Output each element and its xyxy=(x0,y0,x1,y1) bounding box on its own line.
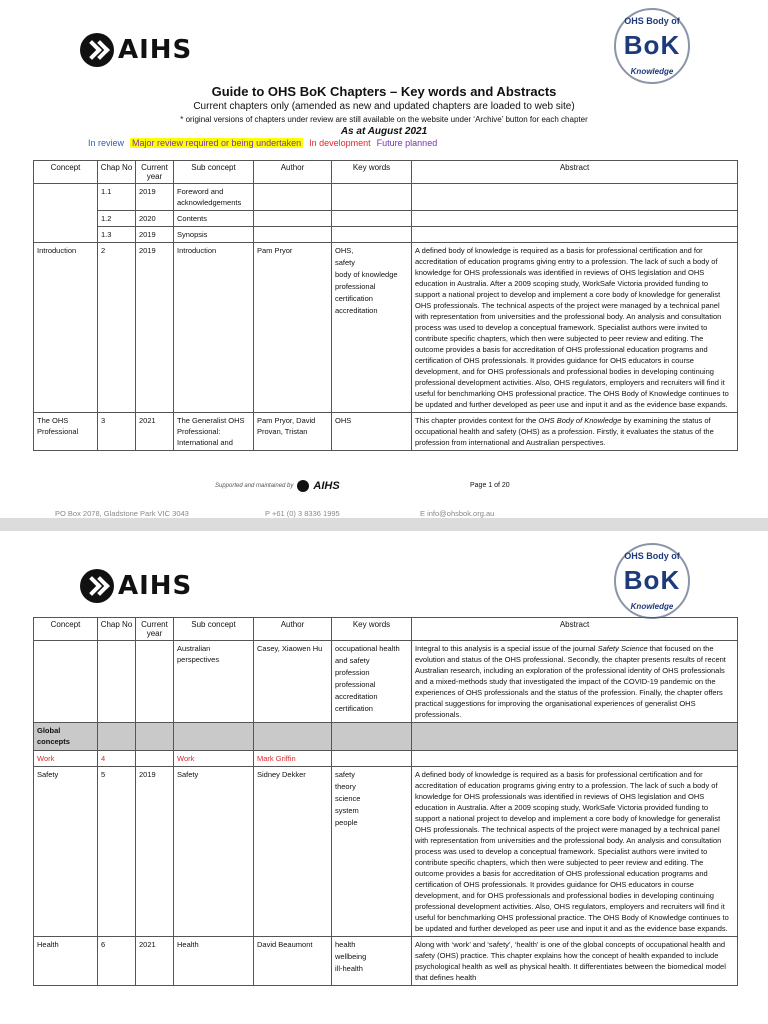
cell-chap: 3 xyxy=(98,413,136,451)
bok-logo-mid: BoK xyxy=(623,565,681,595)
chevron-logo-icon xyxy=(80,569,114,603)
keyword: system xyxy=(335,806,359,815)
cell-author: Pam Pryor xyxy=(254,243,332,413)
cell-chap: 1.3 xyxy=(98,227,136,243)
cell-abstract: Along with ‘work’ and ‘safety’, ‘health’ is one of the global concepts of occupational health and safety (OHS) practice. This chapter explains how the concept of health expanded to include psychological health as well as physical health. It differentiates between the biomedical model that defines health xyxy=(412,937,738,986)
cell-concept: The OHS Professional xyxy=(34,413,98,451)
cell-year: 2020 xyxy=(136,211,174,227)
keyword: professional certification xyxy=(335,282,376,303)
cell-year: 2019 xyxy=(136,767,174,937)
chapters-table-page-2 xyxy=(33,617,738,986)
keyword: OHS, xyxy=(335,246,354,255)
legend-in-review: In review xyxy=(88,138,125,148)
cell-concept xyxy=(34,184,98,243)
document-note: * original versions of chapters under review are still available on the website under ‘Archive’ button for each chapter xyxy=(180,115,588,124)
cell-chap: 5 xyxy=(98,767,136,937)
cell-keywords xyxy=(332,751,412,767)
cell-sub-concept xyxy=(174,723,254,751)
cell-abstract: A defined body of knowledge is required as a basis for professional certification and for accreditation of education programs giving entry to a profession. The lack of such a body of knowledge for OHS professionals was identified in reviews of OHS legislation and OHS education in Australia. After a 2009 scoping study, WorkSafe Victoria provided funding to support a national project to develop and implement a core body of knowledge for generalist OHS professionals. The technical aspects of the project were managed by a technical panel with representation from universities and the professional body. An analysis and consultation process was used to develop a conceptual framework. Specialist authors were invited to contribute specific chapters, which then were subjected to peer review and editing. The outcome provides a basis for accreditation of OHS professional education programs and certification of OHS professionals. It provides guidance for OHS educators in course development, and for OHS professionals and professional bodies in developing continuing professional development activities. Also, OHS regulators, employers and recruiters will find it useful for benchmarking OHS professional practice. The OHS Body of Knowledge continues to be updated and further developed as peer use and input it and as the evidence base expands. xyxy=(412,767,738,937)
cell-sub-concept: Contents xyxy=(174,211,254,227)
col-header-abstract: Abstract xyxy=(412,161,738,184)
keyword: professional xyxy=(335,680,376,689)
keyword: certification xyxy=(335,704,373,713)
chapters-table-page-1 xyxy=(33,160,738,451)
table-header-row xyxy=(34,618,738,641)
cell-sub-concept: Foreword and acknowledgements xyxy=(174,184,254,211)
footer-phone: P +61 (0) 3 8336 1995 xyxy=(265,509,340,518)
col-header-year: Current year xyxy=(136,161,174,184)
cell-sub-concept: Work xyxy=(174,751,254,767)
col-header-keywords: Key words xyxy=(332,618,412,641)
aihs-logo xyxy=(80,33,192,67)
table-row xyxy=(34,767,738,937)
cell-author: David Beaumont xyxy=(254,937,332,986)
cell-abstract xyxy=(412,723,738,751)
cell-year: 2019 xyxy=(136,243,174,413)
keyword: safety xyxy=(335,770,356,779)
aihs-logo xyxy=(80,569,192,603)
bok-logo xyxy=(614,8,690,84)
cell-abstract xyxy=(412,751,738,767)
keyword: accreditation xyxy=(335,306,378,315)
chevron-logo-icon xyxy=(297,480,309,492)
legend-future-planned: Future planned xyxy=(376,138,438,148)
aihs-logo-text: AIHS xyxy=(118,571,193,601)
keyword: profession xyxy=(335,668,370,677)
aihs-mini-logo: AIHS xyxy=(313,480,340,492)
aihs-logo-text: AIHS xyxy=(118,35,193,65)
bok-logo-top: OHS Body of xyxy=(624,551,680,561)
document-subtitle: Current chapters only (amended as new and updated chapters are loaded to web site) xyxy=(193,101,575,112)
cell-abstract: A defined body of knowledge is required as a basis for professional certification and for accreditation of education programs giving entry to a profession. The lack of such a body of knowledge for OHS professionals was identified in reviews of OHS legislation and OHS education in Australia. After a 2009 scoping study, WorkSafe Victoria provided funding to support a national project to develop and implement a core body of knowledge for generalist OHS professionals. The technical aspects of the project were managed by a technical panel with representation from universities and the professional body. An analysis and consultation process was used to develop a conceptual framework. Specialist authors were invited to contribute specific chapters, which then were subjected to peer review and editing. The outcome provides a basis for accreditation of OHS professional education programs and certification of OHS professionals. It provides guidance for OHS educators in course development, and for OHS professionals and professional bodies in developing continuing professional development activities. Also, OHS regulators, employers and recruiters will find it useful for benchmarking OHS professional practice. The OHS Body of Knowledge continues to be updated and further developed as peer use and input it and as the evidence base expands. xyxy=(412,243,738,413)
cell-keywords xyxy=(332,641,412,723)
bok-logo-mid: BoK xyxy=(623,30,681,60)
document-page-2 xyxy=(0,531,768,1024)
cell-keywords xyxy=(332,211,412,227)
cell-year: 2019 xyxy=(136,227,174,243)
bok-logo xyxy=(614,543,690,619)
footer-email[interactable]: E info@ohsbok.org.au xyxy=(420,509,495,518)
cell-author: Mark Griffin xyxy=(254,751,332,767)
cell-keywords xyxy=(332,723,412,751)
cell-concept xyxy=(34,641,98,723)
table-row xyxy=(34,751,738,767)
keyword: ill-health xyxy=(335,964,363,973)
col-header-chap: Chap No xyxy=(98,618,136,641)
cell-chap: 6 xyxy=(98,937,136,986)
cell-author: Casey, Xiaowen Hu xyxy=(254,641,332,723)
cell-keywords xyxy=(332,184,412,211)
cell-chap xyxy=(98,641,136,723)
abstract-italic: OHS Body of Knowledge xyxy=(538,416,622,425)
bok-logo-bottom: Knowledge xyxy=(630,602,674,611)
supported-by-text: Supported and maintained by xyxy=(215,483,294,489)
cell-author: Sidney Dekker xyxy=(254,767,332,937)
cell-chap: 4 xyxy=(98,751,136,767)
footer-address: PO Box 2078, Gladstone Park VIC 3043 xyxy=(55,509,189,518)
supported-by xyxy=(215,480,340,492)
cell-year xyxy=(136,641,174,723)
cell-sub-concept: The Generalist OHS Professional: International and xyxy=(174,413,254,451)
keyword: health xyxy=(335,940,356,949)
cell-year: 2021 xyxy=(136,937,174,986)
cell-concept: Health xyxy=(34,937,98,986)
cell-sub-concept: Introduction xyxy=(174,243,254,413)
cell-chap: 1.1 xyxy=(98,184,136,211)
table-row-section xyxy=(34,723,738,751)
table-row xyxy=(34,413,738,451)
cell-concept: Work xyxy=(34,751,98,767)
table-row xyxy=(34,937,738,986)
table-row xyxy=(34,227,738,243)
cell-year: 2021 xyxy=(136,413,174,451)
col-header-concept: Concept xyxy=(34,618,98,641)
keyword: OHS xyxy=(335,416,352,425)
table-header-row xyxy=(34,161,738,184)
cell-abstract xyxy=(412,413,738,451)
abstract-text: Integral to this analysis is a special issue of the journal xyxy=(415,644,598,653)
cell-sub-concept: Australian perspectives xyxy=(174,641,254,723)
col-header-year: Current year xyxy=(136,618,174,641)
cell-year: 2019 xyxy=(136,184,174,211)
cell-year xyxy=(136,751,174,767)
keyword: people xyxy=(335,818,358,827)
cell-chap: 2 xyxy=(98,243,136,413)
col-header-author: Author xyxy=(254,618,332,641)
cell-abstract xyxy=(412,211,738,227)
status-legend xyxy=(88,138,437,148)
col-header-author: Author xyxy=(254,161,332,184)
cell-author xyxy=(254,211,332,227)
document-title: Guide to OHS BoK Chapters – Key words and Abstracts xyxy=(211,84,557,99)
cell-abstract xyxy=(412,641,738,723)
abstract-text: that focused on the evolution and status of the OHS professional. Secondly, the chapter presents results of recent Australian research, including an exploration of the professional identity of OHS professionals and a mixed-methods study that investigated the impact of the COVID-19 pandemic on the experiences of OHS professionals and the status of the profession. Finally, the chapter offers practical suggestions for improving the organisational experiences of generalist OHS professionals. xyxy=(415,644,726,719)
cell-abstract xyxy=(412,184,738,211)
legend-in-development: In development xyxy=(309,138,371,148)
document-date: As at August 2021 xyxy=(340,126,428,137)
cell-sub-concept: Health xyxy=(174,937,254,986)
chevron-logo-icon xyxy=(80,33,114,67)
col-header-concept: Concept xyxy=(34,161,98,184)
keyword: wellbeing xyxy=(335,952,367,961)
cell-sub-concept: Synopsis xyxy=(174,227,254,243)
cell-concept: Global concepts xyxy=(34,723,98,751)
col-header-keywords: Key words xyxy=(332,161,412,184)
cell-keywords xyxy=(332,227,412,243)
table-row xyxy=(34,243,738,413)
bok-logo-top: OHS Body of xyxy=(624,16,680,26)
col-header-abstract: Abstract xyxy=(412,618,738,641)
cell-concept: Safety xyxy=(34,767,98,937)
abstract-italic: Safety Science xyxy=(597,644,648,653)
cell-chap: 1.2 xyxy=(98,211,136,227)
bok-logo-bottom: Knowledge xyxy=(630,67,674,76)
cell-keywords xyxy=(332,413,412,451)
cell-keywords xyxy=(332,243,412,413)
keyword: theory xyxy=(335,782,356,791)
keyword: body of knowledge xyxy=(335,270,398,279)
page-number: Page 1 of 20 xyxy=(470,482,510,489)
keyword: accreditation xyxy=(335,692,378,701)
cell-sub-concept: Safety xyxy=(174,767,254,937)
keyword: science xyxy=(335,794,361,803)
cell-author: Pam Pryor, David Provan, Tristan xyxy=(254,413,332,451)
col-header-sub-concept: Sub concept xyxy=(174,161,254,184)
cell-author xyxy=(254,184,332,211)
table-row xyxy=(34,184,738,211)
cell-chap xyxy=(98,723,136,751)
legend-major-review: Major review required or being undertaken xyxy=(132,138,302,148)
cell-concept: Introduction xyxy=(34,243,98,413)
cell-abstract xyxy=(412,227,738,243)
abstract-text: by examining the status of occupational health and safety (OHS) as a profession. Firstly, it evaluates the status of the profession from international and Australian perspectives. xyxy=(415,416,714,447)
cell-author xyxy=(254,227,332,243)
cell-keywords xyxy=(332,767,412,937)
keyword: occupational health and safety xyxy=(335,644,400,665)
table-row xyxy=(34,641,738,723)
abstract-text: This chapter provides context for the xyxy=(415,416,539,425)
keyword: safety xyxy=(335,258,356,267)
table-row xyxy=(34,211,738,227)
cell-year xyxy=(136,723,174,751)
cell-author xyxy=(254,723,332,751)
col-header-sub-concept: Sub concept xyxy=(174,618,254,641)
cell-keywords xyxy=(332,937,412,986)
col-header-chap: Chap No xyxy=(98,161,136,184)
